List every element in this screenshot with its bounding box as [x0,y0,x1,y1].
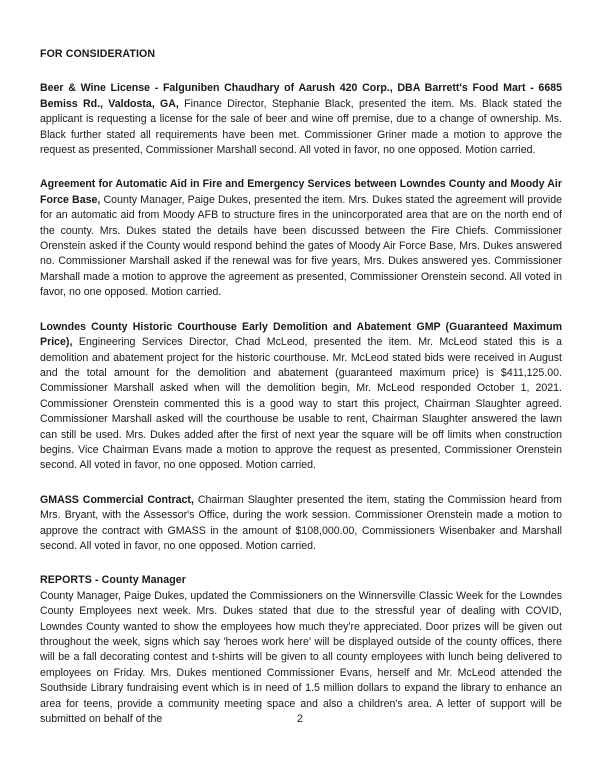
agenda-item-beer-wine-license [40,81,562,158]
agenda-item-automatic-aid-agreement [40,177,562,300]
agenda-item-title: Beer & Wine License - Falguniben Chaudhary of Aarush 420 Corp., DBA Barrett's Food Mart - 6685 Bemiss Rd., Valdosta, GA, [40,82,562,110]
spacer [40,554,562,573]
spacer [40,62,562,81]
spacer [40,474,562,493]
agenda-item-text: Chairman Slaughter presented the item, stating the Commission heard from Mrs. Bryant, with the Assessor's Office, during the work session. Commissioner Orenstein made a motion to approve the contract with GMASS in the amount of $108,000.00, Commissioners Wisenbaker and Marshall second. All voted in favor, no one opposed. Motion carried. [40,493,562,552]
reports-paragraph: County Manager, Paige Dukes, updated the Commissioners on the Winnersville Classic Week for the Lowndes County Employees next week. Mrs. Dukes stated that due to the stressful year of dealing with COVID, Lowndes County wanted to show the employees how much they're appreciated. Door prizes will be given out throughout the week, signs which say 'heroes work here' will be displayed outside of the county offices, there will be a fall decorating contest and t-shirts will be given to all county employees with lunch being delivered to employees on Friday. Mrs. Dukes mentioned Commissioner Evans, herself and Mr. McLeod attended the Southside Library fundraising event which is in need of 1.5 million dollars to expand the library to enhance an area for teens, provide a community meeting space and also a children's area. A letter of support will be submitted on behalf of the [40,589,562,726]
agenda-item-title: Lowndes County Historic Courthouse Early Demolition and Abatement GMP (Guaranteed Maximum Price), [40,320,562,349]
agenda-item-text: County Manager, Paige Dukes, presented the item. Mrs. Dukes stated the agreement will provide for an automatic aid from Moody AFB to structure fires in the unincorporated area that are on the north end of the county. Mrs. Dukes stated the details have been discussed between the Fire Chiefs. Commissioner Orenstein asked if the County would respond behind the gates of Moody Air Force Base, Mrs. Dukes answered no. Commissioner Marshall asked if the renewal was for five years, Mrs. Dukes answered yes. Commissioner Marshall made a motion to approve the agreement as presented, Commissioner Orenstein second. All voted in favor, no one opposed. Motion carried. [40,193,562,299]
spacer [40,301,562,320]
agenda-item-text: Finance Director, Stephanie Black, presented the item. Ms. Black stated the applicant is requesting a license for the sale of beer and wine off premise, due to a change of ownership. Ms. Black further stated all requirements have been met. Commissioner Griner made a motion to approve the request as presented, Commissioner Marshall second. All voted in favor, no one opposed. Motion carried. [40,97,562,157]
agenda-item-gmass-commercial-contract [40,493,562,555]
spacer [40,158,562,177]
agenda-item-title: Agreement for Automatic Aid in Fire and Emergency Services between Lowndes County and Moody Air Force Base, [40,178,562,206]
agenda-item-text: Engineering Services Director, Chad McLeod, presented the item. Mr. McLeod stated this is a demolition and abatement project for the historic courthouse. Mr. McLeod stated bids were received in August and the total amount for the demolition and abatement (guaranteed maximum price) is $411,125.00. Commissioner Marshall asked when will the demolition begin, Mr. McLeod responded October 1, 2021. Commissioner Orenstein commented this is a good way to start this project, Chairman Slaughter agreed. Commissioner Marshall asked will the courthouse be usable to rent, Chairman Slaughter answered the lawn can still be used. Mrs. Dukes added after the first of next year the square will be off limits when construction begins. Vice Chairman Evans made a motion to approve the request as presented, Commissioner Orenstein second. All voted in favor, no one opposed. Motion carried. [40,336,562,472]
section-heading-for-consideration: FOR CONSIDERATION [40,48,156,60]
section-heading-reports-county-manager: REPORTS - County Manager [40,574,187,587]
agenda-item-courthouse-demolition-gmp [40,320,562,474]
page-number: 2 [297,713,303,725]
agenda-item-title: GMASS Commercial Contract, [40,493,194,506]
document-body [40,47,562,727]
